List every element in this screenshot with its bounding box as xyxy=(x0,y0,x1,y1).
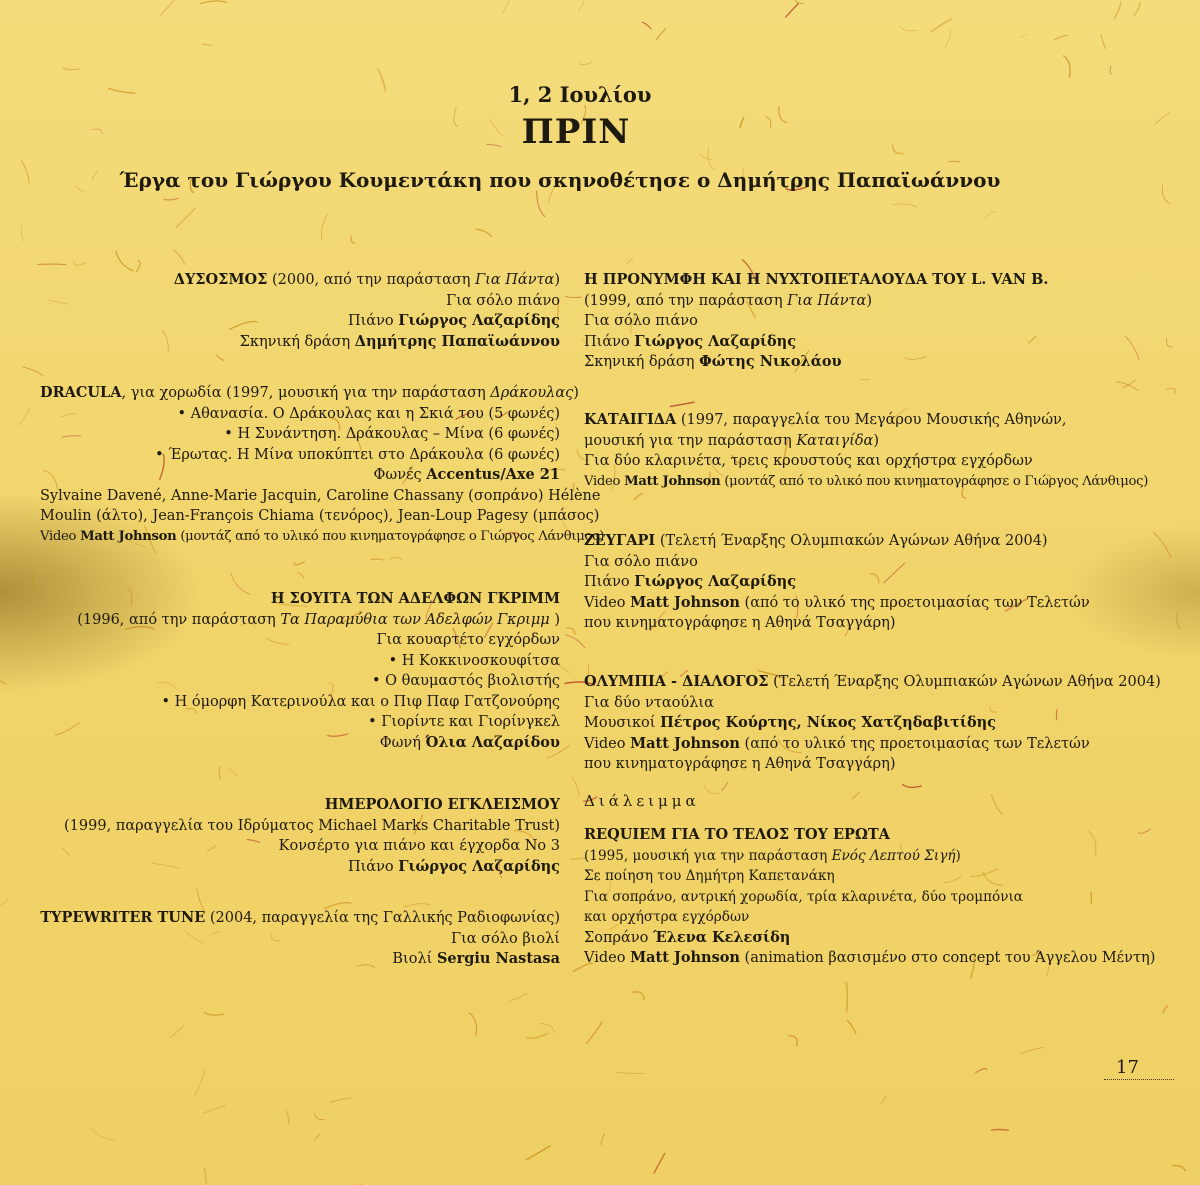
work-line: Κονσέρτο για πιάνο και έγχορδα Νο 3 xyxy=(278,838,560,854)
credit-line: Σοπράνο Έλενα Κελεσίδη xyxy=(584,928,791,946)
credit-line: Σκηνική δράση Δημήτρης Παπαϊωάννου xyxy=(239,332,560,350)
work-heading: TYPEWRITER TUNE (2004, παραγγελία της Γαλλικής Ραδιοφωνίας) xyxy=(40,909,560,926)
program-subtitle: Έργα του Γιώργου Κουμεντάκη που σκηνοθέτησε ο Δημήτρης Παπαϊωάννου xyxy=(119,168,1001,192)
movement-item: • Γιορίντε και Γιορίνγκελ xyxy=(368,714,560,730)
intermission-label: Διάλειμμα xyxy=(584,792,700,810)
work-heading: DRACULA, για χορωδία (1997, μουσική για την παράσταση Δράκουλας) xyxy=(40,384,579,401)
work-typewriter-tune xyxy=(40,908,560,970)
video-credit-cont: που κινηματογράφησε η Αθηνά Τσαγγάρη) xyxy=(584,615,896,631)
work-line: (1995, μουσική για την παράσταση Ενός Λεπτού Σιγή) xyxy=(584,847,961,864)
credit-line: Βιολί Sergiu Nastasa xyxy=(392,950,560,967)
movement-item: • Η Κοκκινοσκουφίτσα xyxy=(388,652,560,669)
performance-date: 1, 2 Ιουλίου xyxy=(508,82,652,107)
page-number: 17 xyxy=(1116,1057,1139,1078)
video-credit: Video Matt Johnson (από το υλικό της προετοιμασίας των Τελετών xyxy=(584,734,1090,752)
credit-line: Σκηνική δράση Φώτης Νικολάου xyxy=(584,353,842,370)
work-heading: REQUIEM ΓΙΑ ΤΟ ΤΕΛΟΣ ΤΟΥ ΕΡΩΤΑ xyxy=(584,826,890,843)
video-credit: Video Matt Johnson (μοντάζ από το υλικό που κινηματογράφησε ο Γιώργος Λάνθιμος) xyxy=(40,528,605,544)
work-grimm-suite xyxy=(40,589,560,753)
movement-item: • Η όμορφη Κατερινούλα και ο Πιφ Παφ Γατζονούρης xyxy=(161,693,560,710)
work-heading: Η ΣΟΥΙΤΑ ΤΩΝ ΑΔΕΛΦΩΝ ΓΚΡΙΜΜ xyxy=(270,590,560,607)
work-heading: ΖΕΥΓΑΡΙ (Τελετή Έναρξης Ολυμπιακών Αγώνων Αθήνα 2004) xyxy=(584,532,1048,549)
work-heading: ΚΑΤΑΙΓΙΔΑ (1997, παραγγελία του Μεγάρου Μουσικής Αθηνών, xyxy=(584,411,1067,428)
movement-item: • Η Συνάντηση. Δράκουλας – Μίνα (6 φωνές) xyxy=(224,426,560,442)
work-dracula xyxy=(40,383,605,547)
credit-line: Πιάνο Γιώργος Λαζαρίδης xyxy=(347,857,560,875)
video-credit: Video Matt Johnson (μοντάζ από το υλικό που κινηματογράφησε ο Γιώργος Λάνθιμος) xyxy=(584,473,1149,489)
work-confinement-diary xyxy=(40,795,560,877)
page-number-rule xyxy=(1104,1079,1174,1080)
performers-line: Sylvaine Davené, Anne-Marie Jacquin, Caroline Chassany (σοπράνο) Hélène xyxy=(40,487,601,504)
work-olympia-dialogue xyxy=(584,672,1161,775)
work-line: Σε ποίηση του Δημήτρη Καπετανάκη xyxy=(584,868,835,884)
credit-line: Πιάνο Γιώργος Λαζαρίδης xyxy=(347,312,560,329)
work-tempest xyxy=(584,410,1149,492)
work-line: και ορχήστρα εγχόρδων xyxy=(584,909,750,925)
work-heading: ΗΜΕΡΟΛΟΓΙΟ ΕΓΚΛΕΙΣΜΟΥ xyxy=(324,796,560,813)
work-line: (1999, από την παράσταση Για Πάντα) xyxy=(584,292,873,309)
work-line: Για δύο κλαρινέτα, τρεις κρουστούς και ορχήστρα εγχόρδων xyxy=(584,453,1033,469)
work-heading: ΔΥΣΟΣΜΟΣ (2000, από την παράσταση Για Πάντα) xyxy=(173,271,560,288)
work-line: (1996, από την παράσταση Τα Παραμύθια των Αδελφών Γκριμμ ) xyxy=(77,611,560,628)
credit-line: Πιάνο Γιώργος Λαζαρίδης xyxy=(584,573,797,590)
work-heading: ΟΛΥΜΠΙΑ - ΔΙΑΛΟΓΟΣ (Τελετή Έναρξης Ολυμπιακών Αγώνων Αθήνα 2004) xyxy=(584,673,1161,690)
work-requiem xyxy=(584,825,1156,969)
video-credit: Video Matt Johnson (από το υλικό της προετοιμασίας των Τελετών xyxy=(584,593,1090,611)
credit-line: Φωνές Accentus/Axe 21 xyxy=(373,466,560,483)
work-bride-and-moth xyxy=(584,270,1144,373)
work-line: μουσική για την παράσταση Καταιγίδα) xyxy=(584,432,880,449)
work-couple xyxy=(584,531,1144,634)
credit-line: Φωνή Όλια Λαζαρίδου xyxy=(379,733,560,751)
movement-item: • Αθανασία. Ο Δράκουλας και η Σκιά του (5 φωνές) xyxy=(177,405,560,422)
video-credit-cont: που κινηματογράφησε η Αθηνά Τσαγγάρη) xyxy=(584,756,896,772)
work-line: (1999, παραγγελία του Ιδρύματος Michael Marks Charitable Trust) xyxy=(64,817,560,834)
credit-line: Πιάνο Γιώργος Λαζαρίδης xyxy=(584,332,797,350)
movement-item: • Έρωτας. Η Μίνα υποκύπτει στο Δράκουλα (6 φωνές) xyxy=(155,446,560,463)
work-line: Για σοπράνο, αντρική χορωδία, τρία κλαρινέτα, δύο τρομπόνια xyxy=(584,888,1023,905)
credit-line: Μουσικοί Πέτρος Κούρτης, Νίκος Χατζηδαβιτίδης xyxy=(584,714,996,731)
video-credit: Video Matt Johnson (animation βασισμένο στο concept του Άγγελου Μέντη) xyxy=(584,949,1156,966)
program-title: ΠΡΙΝ xyxy=(521,112,631,152)
work-line: Για κουαρτέτο εγχόρδων xyxy=(376,632,560,648)
work-heading: Η ΠΡΟΝΥΜΦΗ ΚΑΙ Η ΝΥΧΤΟΠΕΤΑΛΟΥΔΑ ΤΟΥ L. VAN B. xyxy=(584,271,1049,288)
work-line: Για σόλο πιάνο xyxy=(446,292,560,309)
work-dysosmos xyxy=(40,270,560,352)
work-line: Για σόλο πιάνο xyxy=(584,553,698,570)
performers-line: Moulin (άλτο), Jean-François Chiama (τενόρος), Jean-Loup Pagesy (μπάσος) xyxy=(40,508,600,524)
work-line: Για δύο νταούλια xyxy=(584,694,714,711)
work-line: Για σόλο βιολί xyxy=(451,930,560,947)
work-line: Για σόλο πιάνο xyxy=(584,313,698,329)
movement-item: • Ο θαυμαστός βιολιστής xyxy=(372,673,560,689)
